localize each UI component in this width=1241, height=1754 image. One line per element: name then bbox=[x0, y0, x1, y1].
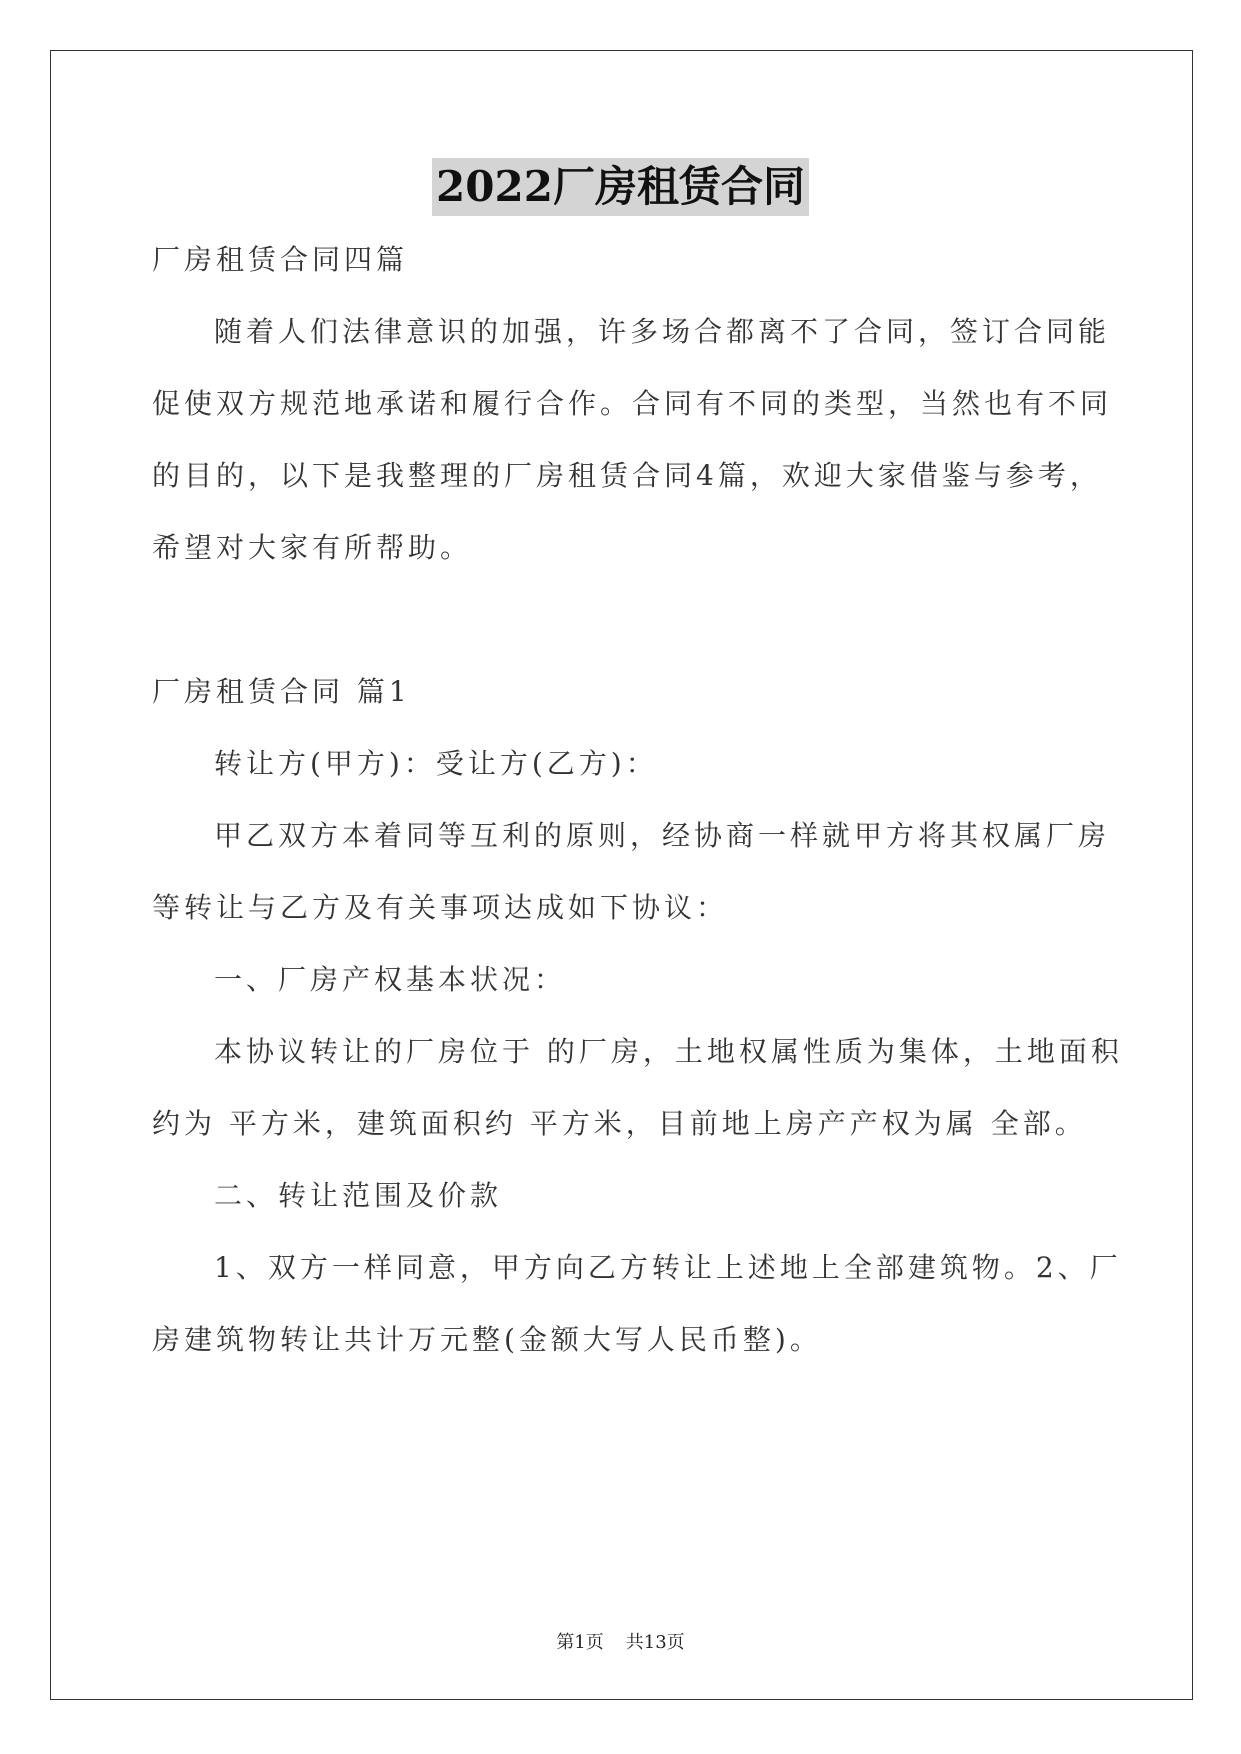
paragraph-line: 转让方(甲方)：受让方(乙方)： bbox=[214, 747, 658, 780]
paragraph-line: 的目的，以下是我整理的厂房租赁合同4篇，欢迎大家借鉴与参考， bbox=[152, 459, 1102, 492]
document-title: 2022厂房租赁合同 bbox=[432, 158, 809, 216]
clause-heading: 一、厂房产权基本状况： bbox=[214, 963, 567, 996]
paragraph-line: 房建筑物转让共计万元整(金额大写人民币整)。 bbox=[152, 1323, 822, 1356]
paragraph-line: 本协议转让的厂房位于 的厂房，土地权属性质为集体，土地面积 bbox=[214, 1035, 1123, 1068]
section-heading: 厂房租赁合同 篇1 bbox=[152, 675, 411, 708]
subtitle-line: 厂房租赁合同四篇 bbox=[152, 243, 409, 276]
paragraph-line: 约为 平方米，建筑面积约 平方米，目前地上房产产权为属 全部。 bbox=[152, 1107, 1087, 1140]
page-footer bbox=[0, 1628, 1241, 1654]
paragraph-line: 甲乙双方本着同等互利的原则，经协商一样就甲方将其权属厂房 bbox=[214, 819, 1111, 852]
paragraph-line: 1、双方一样同意，甲方向乙方转让上述地上全部建筑物。2、厂 bbox=[214, 1251, 1122, 1284]
paragraph-line: 随着人们法律意识的加强，许多场合都离不了合同，签订合同能 bbox=[214, 315, 1111, 348]
page-border bbox=[50, 50, 1193, 1700]
title-container bbox=[0, 158, 1241, 216]
paragraph-line: 等转让与乙方及有关事项达成如下协议： bbox=[152, 891, 729, 924]
page-number: 第1页 bbox=[556, 1632, 604, 1653]
page-total: 共13页 bbox=[625, 1632, 685, 1653]
paragraph-line: 希望对大家有所帮助。 bbox=[152, 531, 473, 564]
paragraph-line: 促使双方规范地承诺和履行合作。合同有不同的类型，当然也有不同 bbox=[152, 387, 1113, 420]
clause-heading: 二、转让范围及价款 bbox=[214, 1179, 503, 1212]
